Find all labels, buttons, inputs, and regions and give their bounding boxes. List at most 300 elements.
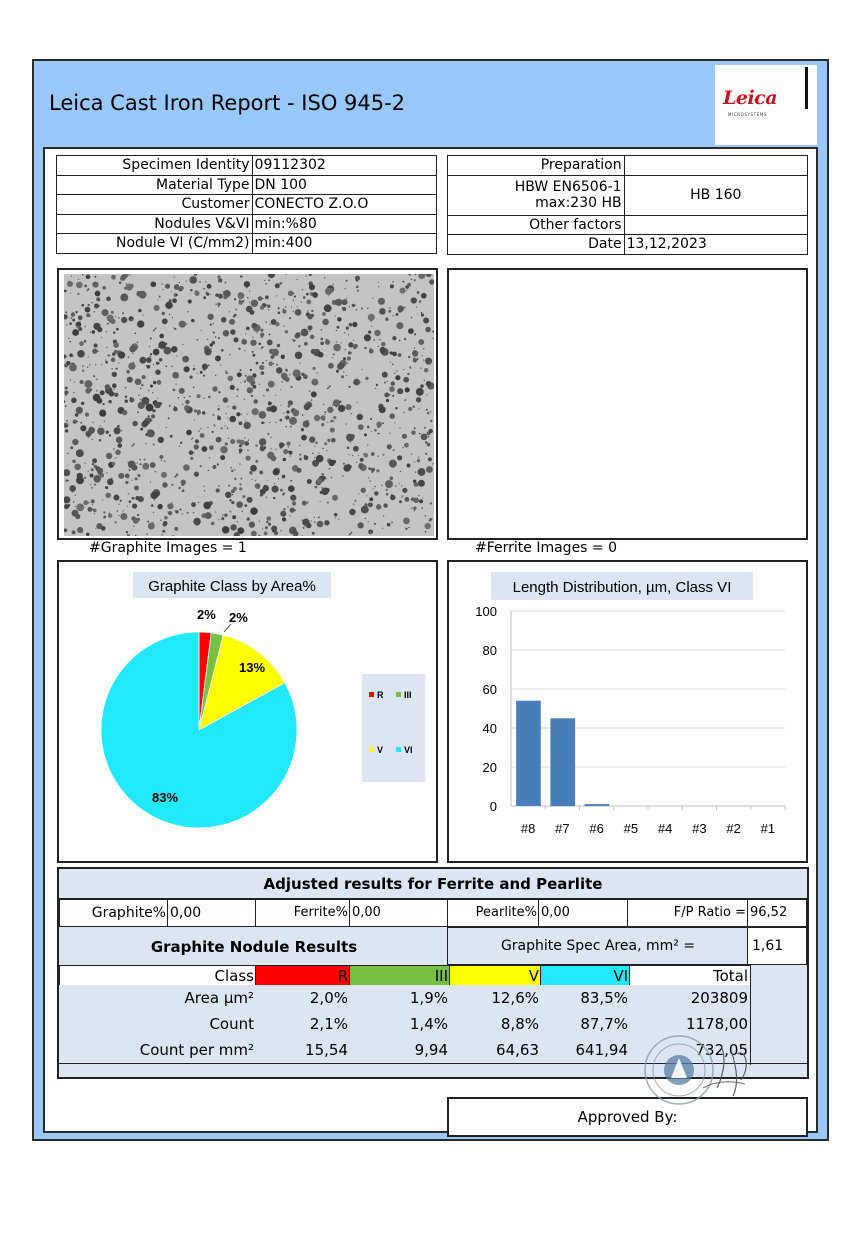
graphite-nodule [255,483,261,489]
graphite-nodule [99,439,102,442]
nodule-cell: 2,0% [255,985,351,1013]
graphite-nodule [411,297,417,303]
graphite-nodule [324,414,325,415]
graphite-nodule [74,382,75,383]
graphite-nodule [414,333,416,335]
graphite-nodule [97,398,103,404]
graphite-nodule [77,350,85,358]
graphite-nodule [429,519,432,522]
graphite-nodule [233,337,238,342]
specimen-field-label: Customer [57,195,253,215]
graphite-nodule [232,515,236,519]
preparation-table [447,155,808,255]
graphite-nodule [379,308,386,315]
graphite-nodule [324,442,327,445]
graphite-percent-value: 0,00 [167,899,257,927]
graphite-nodule [408,527,409,528]
graphite-nodule [404,399,406,401]
graphite-nodule [265,283,267,285]
bar-n8 [516,701,541,806]
graphite-nodule [425,531,427,533]
graphite-nodule [121,317,127,323]
graphite-nodule [154,499,155,500]
specimen-field-label: Nodules V&VI [57,214,253,234]
graphite-nodule [129,500,132,503]
graphite-nodule [135,332,137,334]
graphite-nodule [271,349,279,357]
x-tick-label: #4 [657,821,673,836]
graphite-nodule [150,481,151,482]
graphite-nodule [408,407,412,411]
graphite-nodule [334,315,335,316]
legend-label-r: R [377,690,384,700]
graphite-nodule [85,307,91,313]
specimen-row [57,156,437,176]
graphite-nodule [418,468,426,476]
graphite-nodule [266,388,269,391]
nodule-cell: 9,94 [349,1037,451,1065]
graphite-nodule [185,400,189,404]
graphite-nodule [353,379,360,386]
graphite-nodule [73,420,77,424]
spec-area-value: 1,61 [747,927,807,965]
graphite-nodule [149,346,150,347]
graphite-nodule [65,425,68,428]
graphite-nodule [282,493,284,495]
graphite-nodule [328,288,330,290]
graphite-nodule [378,298,385,305]
graphite-nodule [92,504,93,505]
graphite-nodule [211,348,212,349]
graphite-nodule [205,281,206,282]
graphite-nodule [146,533,148,535]
graphite-nodule [289,527,297,535]
quality-stamp-icon [641,1018,759,1108]
graphite-nodule [247,414,248,415]
graphite-nodule [127,477,128,478]
graphite-nodule [193,365,194,366]
graphite-nodule [283,299,284,300]
graphite-nodule [296,279,297,280]
graphite-nodule [88,427,95,434]
graphite-nodule [311,310,313,312]
graphite-nodule [389,307,390,308]
graphite-nodule [320,338,323,341]
graphite-nodule [154,402,161,409]
legend-label-v: V [377,745,384,755]
graphite-nodule [285,415,289,419]
graphite-nodule [159,455,163,459]
graphite-nodule [299,458,302,461]
graphite-nodule [327,439,330,442]
graphite-nodule [376,469,379,472]
nodule-cell: 64,63 [449,1037,542,1065]
graphite-nodule [66,420,68,422]
graphite-nodule [377,455,378,456]
graphite-nodule [186,323,187,324]
graphite-nodule [325,488,329,492]
graphite-nodule [157,504,162,509]
graphite-nodule [239,463,241,465]
graphite-nodule [165,302,172,309]
graphite-nodule [145,433,148,436]
graphite-nodule [355,276,360,281]
graphite-nodule [368,521,369,522]
graphite-nodule [241,414,242,415]
graphite-nodule [85,413,89,417]
graphite-nodule [381,342,386,347]
graphite-nodule [251,383,254,386]
graphite-nodule [137,514,139,516]
fp-ratio-label: F/P Ratio = [627,899,749,927]
graphite-nodule [109,355,110,356]
graphite-nodule [336,330,337,331]
graphite-nodule [234,469,235,470]
graphite-nodule [332,357,333,358]
graphite-nodule [341,342,342,343]
graphite-nodule [266,516,271,521]
graphite-nodule [98,299,100,301]
graphite-nodule [383,503,387,507]
hbw-value: HB 160 [624,175,807,215]
graphite-nodule [118,443,123,448]
nodule-row-label: Count per mm² [59,1037,257,1065]
graphite-nodule [262,298,263,299]
graphite-nodule [211,522,215,526]
graphite-nodule [237,389,239,391]
graphite-nodule [85,388,91,394]
graphite-nodule [172,388,175,391]
graphite-nodule [315,442,317,444]
graphite-nodule [94,484,96,486]
graphite-nodule [92,439,93,440]
graphite-nodule [195,290,197,292]
graphite-nodule [106,431,109,434]
graphite-nodule [247,497,253,503]
graphite-nodule [88,304,90,306]
graphite-nodule [240,478,242,480]
graphite-nodule [370,418,372,420]
graphite-nodule [399,288,405,294]
graphite-nodule [165,284,170,289]
graphite-nodule [386,489,388,491]
graphite-nodule [169,405,171,407]
graphite-nodule [132,497,135,500]
graphite-nodule [350,533,352,535]
x-tick-label: #1 [760,821,776,836]
graphite-nodule [188,299,192,303]
graphite-nodule [283,449,288,454]
graphite-nodule [225,282,227,284]
graphite-nodule [374,523,376,525]
graphite-nodule [251,323,257,329]
graphite-nodule [70,292,71,293]
graphite-nodule [195,439,199,443]
legend-label-iii: III [404,690,412,700]
graphite-nodule [97,350,99,352]
specimen-field-value: 09112302 [252,156,436,176]
graphite-nodule [311,391,317,397]
graphite-nodule [202,364,208,370]
graphite-nodule [113,342,119,348]
graphite-nodule [246,326,250,330]
graphite-nodule [338,405,345,412]
graphite-nodule [256,332,257,333]
graphite-nodule [430,411,431,412]
graphite-nodule [228,485,230,487]
x-tick-label: #7 [555,821,570,836]
nodule-cell: 15,54 [255,1037,351,1065]
graphite-nodule [306,299,311,304]
graphite-nodule [417,291,420,294]
ferrite-percent-value: 0,00 [349,899,449,927]
graphite-nodule [99,305,100,306]
graphite-nodule [278,307,280,309]
nodule-cell: 83,5% [540,985,631,1013]
graphite-nodule [126,531,128,533]
graphite-nodule [215,304,216,305]
graphite-nodule [229,311,230,312]
graphite-nodule [172,317,173,318]
graphite-nodule [425,515,426,516]
graphite-nodule [162,318,168,324]
graphite-nodule [395,485,397,487]
graphite-nodule [141,397,149,405]
graphite-nodule [230,467,232,469]
graphite-nodule [358,493,359,494]
graphite-nodule [402,488,407,493]
graphite-nodule [356,309,357,310]
graphite-nodule [142,420,148,426]
graphite-nodule [407,373,409,375]
graphite-nodule [174,328,176,330]
graphite-nodule [276,367,283,374]
graphite-nodule [154,410,156,412]
graphite-nodule [135,478,138,481]
graphite-nodule [276,364,278,366]
graphite-nodule [349,509,356,516]
graphite-nodule [303,527,305,529]
graphite-nodule [416,397,421,402]
graphite-nodule [112,352,116,356]
graphite-nodule [82,274,83,275]
graphite-nodule [368,314,375,321]
pie-chart-title: Graphite Class by Area% [148,578,316,595]
graphite-nodule [273,497,275,499]
graphite-nodule [299,445,300,446]
graphite-nodule [131,446,132,447]
graphite-nodule [111,275,116,280]
graphite-nodule [247,517,250,520]
graphite-nodule [174,276,175,277]
graphite-nodule [84,380,92,388]
graphite-nodule [118,351,125,358]
graphite-nodule [318,352,324,358]
graphite-nodule [189,450,194,455]
graphite-nodule [259,365,264,370]
graphite-nodule [368,467,371,470]
graphite-nodule [369,497,373,501]
graphite-nodule [366,495,367,496]
graphite-nodule [174,406,176,408]
graphite-nodule [128,356,130,358]
graphite-nodule [307,314,313,320]
graphite-nodule [203,288,205,290]
graphite-nodule [90,484,91,485]
graphite-nodule [245,375,247,377]
graphite-nodule [132,353,133,354]
graphite-nodule [261,371,265,375]
nodule-cell: 203809 [629,985,751,1013]
graphite-nodule [268,279,270,281]
graphite-nodule [367,426,369,428]
graphite-nodule [420,367,421,368]
graphite-nodule [200,465,202,467]
graphite-nodule [102,500,103,501]
graphite-nodule [140,399,141,400]
graphite-nodule [218,294,223,299]
graphite-nodule [346,375,347,376]
y-tick-label: 40 [482,721,497,736]
specimen-row [57,175,437,195]
graphite-nodule [269,334,271,336]
graphite-nodule [346,423,347,424]
graphite-nodule [101,337,102,338]
graphite-nodule [145,443,146,444]
graphite-nodule [416,307,417,308]
nodule-cell: 641,94 [540,1037,631,1065]
graphite-nodule [418,480,425,487]
graphite-nodule [173,407,178,412]
graphite-nodule [100,390,105,395]
graphite-nodule [250,465,257,472]
graphite-nodule [226,413,227,414]
graphite-nodule [250,340,256,346]
graphite-nodule [113,495,119,501]
graphite-nodule [408,328,414,334]
graphite-nodule [148,418,152,422]
graphite-nodule [288,290,294,296]
graphite-nodule [118,504,119,505]
x-tick-label: #6 [589,821,604,836]
graphite-nodule [147,429,148,430]
graphite-image-panel [57,268,438,540]
graphite-nodule [150,462,156,468]
graphite-nodule [307,404,308,405]
graphite-nodule [246,310,247,311]
graphite-nodule [153,381,156,384]
graphite-nodule [307,479,312,484]
graphite-nodule [338,519,339,520]
graphite-nodule [112,383,117,388]
graphite-nodule [73,392,75,394]
graphite-nodule [344,332,346,334]
graphite-nodule [382,454,384,456]
graphite-nodule [155,471,156,472]
graphite-nodule [271,456,276,461]
graphite-nodule [368,331,371,334]
graphite-nodule [286,441,290,445]
graphite-nodule [251,300,258,307]
graphite-nodule [198,502,199,503]
graphite-nodule [217,416,221,420]
report-frame [32,59,829,1141]
nodule-row-label: Count [59,1011,257,1039]
graphite-nodule [76,282,83,289]
graphite-nodule [342,475,344,477]
graphite-nodule [206,293,209,296]
graphite-nodule [98,471,101,474]
hbw-label-line2: max:230 HB [535,195,622,211]
ferrite-images-caption: #Ferrite Images = 0 [475,540,618,556]
graphite-nodule [418,457,419,458]
graphite-nodule [423,318,429,324]
graphite-nodule [76,449,84,457]
graphite-nodule [197,339,199,341]
graphite-nodule [111,358,116,363]
graphite-nodule [333,344,341,352]
graphite-nodule [353,340,354,341]
graphite-nodule [193,518,200,525]
graphite-nodule [424,368,429,373]
graphite-nodule [268,401,272,405]
graphite-nodule [272,357,274,359]
graphite-nodule [105,359,106,360]
graphite-nodule [217,408,219,410]
graphite-nodule [86,289,88,291]
graphite-nodule [424,380,425,381]
graphite-nodule [309,436,315,442]
graphite-nodule [203,296,206,299]
graphite-nodule [190,376,193,379]
graphite-nodule [233,487,237,491]
graphite-nodule [88,502,89,503]
graphite-nodule [151,414,155,418]
graphite-nodule [266,497,267,498]
graphite-nodule [349,454,350,455]
graphite-nodule [95,291,101,297]
graphite-nodule [203,375,205,377]
graphite-nodule [150,356,151,357]
graphite-nodule [404,443,409,448]
graphite-nodule [118,515,119,516]
bar-n6 [585,804,610,806]
graphite-nodule [242,495,245,498]
graphite-nodule [205,293,206,294]
graphite-nodule [400,471,401,472]
graphite-nodule [65,394,67,396]
graphite-nodule [167,503,173,509]
graphite-nodule [389,386,395,392]
graphite-nodule [295,332,300,337]
graphite-nodule [342,307,346,311]
graphite-nodule [106,347,107,348]
graphite-nodule [106,472,107,473]
graphite-nodule [109,434,111,436]
graphite-nodule [426,381,431,386]
graphite-nodule [94,513,95,514]
graphite-nodule [376,422,382,428]
graphite-nodule [122,312,124,314]
graphite-nodule [279,442,284,447]
graphite-nodule [286,426,287,427]
graphite-nodule [395,407,397,409]
graphite-nodule [125,481,128,484]
other-factors-label: Other factors [448,215,625,235]
graphite-nodule [95,364,96,365]
graphite-nodule [356,462,357,463]
graphite-nodule [244,380,247,383]
